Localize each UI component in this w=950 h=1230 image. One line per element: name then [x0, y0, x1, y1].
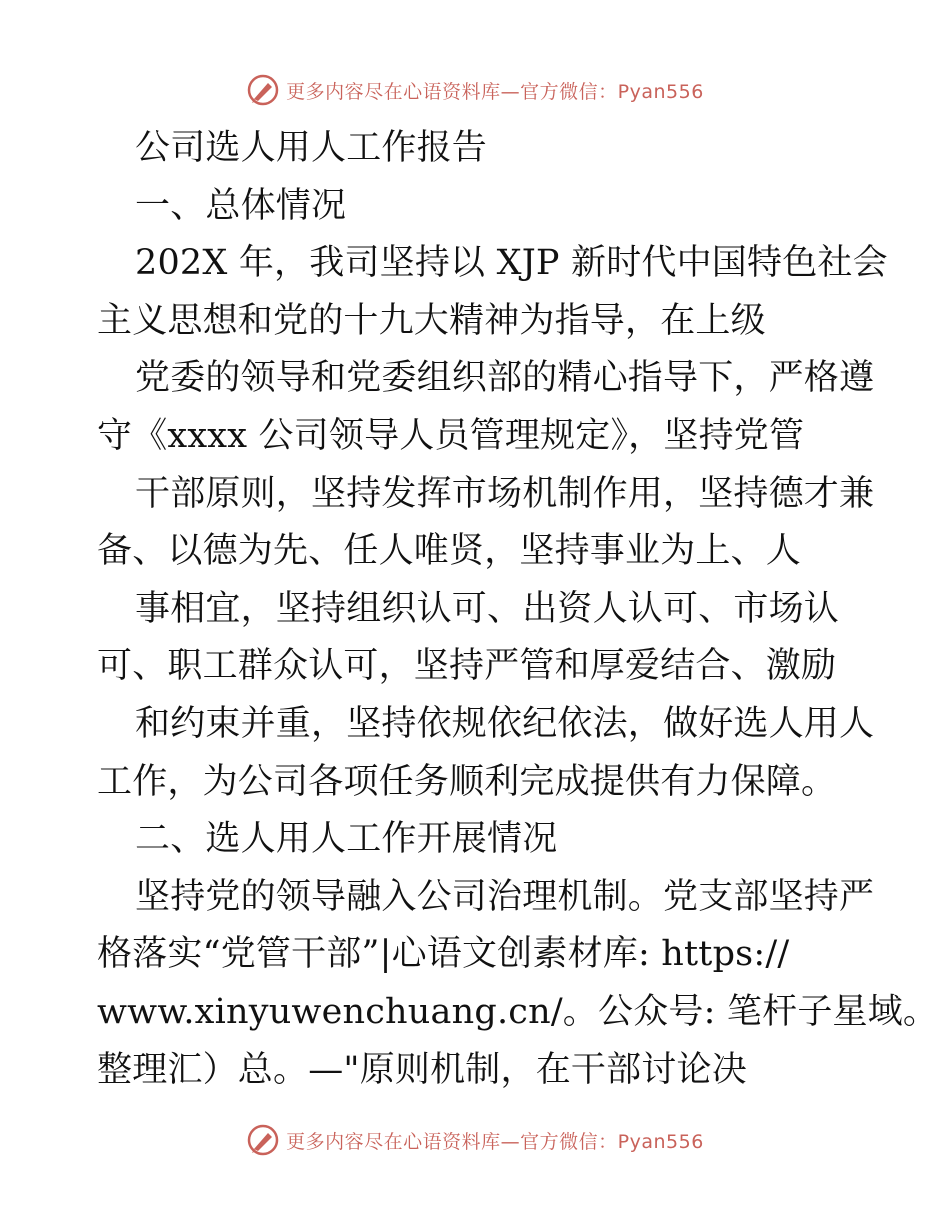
text-line: www.xinyuwenchuang.cn/。公众号: 笔杆子星域。 — [97, 991, 939, 1032]
pen-logo-icon — [246, 1123, 280, 1157]
text-line: 工作，为公司各项任务顺利完成提供有力保障。 — [97, 761, 837, 802]
watermark-text: 更多内容尽在心语资料库—官方微信：Pyan556 — [286, 1130, 704, 1153]
text-line: 可、职工群众认可，坚持严管和厚爱结合、激励 — [97, 646, 837, 687]
watermark-footer — [0, 1120, 950, 1160]
pen-logo-icon — [246, 73, 280, 107]
text-line: 事相宜，坚持组织认可、出资人认可、市场认 — [135, 588, 840, 629]
text-line: 202X 年，我司坚持以 XJP 新时代中国特色社会 — [135, 243, 888, 284]
text-line: 整理汇）总。—"原则机制，在干部讨论决 — [97, 1049, 747, 1090]
text-line: 一、总体情况 — [135, 185, 347, 226]
text-line: 格落实“党管干部”|心语文创素材库: https:// — [97, 934, 790, 975]
watermark-header — [0, 70, 950, 110]
text-line: 党委的领导和党委组织部的精心指导下，严格遵 — [135, 358, 875, 399]
document-body — [97, 120, 939, 1099]
text-line: 主义思想和党的十九大精神为指导，在上级 — [97, 300, 766, 341]
text-line: 和约束并重，坚持依规依纪依法，做好选人用人 — [135, 703, 875, 744]
text-line: 二、选人用人工作开展情况 — [135, 819, 558, 860]
text-line: 坚持党的领导融入公司治理机制。党支部坚持严 — [135, 876, 875, 917]
watermark-text: 更多内容尽在心语资料库—官方微信：Pyan556 — [286, 80, 704, 103]
text-line: 干部原则，坚持发挥市场机制作用，坚持德才兼 — [135, 473, 875, 514]
text-line: 备、以德为先、任人唯贤，坚持事业为上、人 — [97, 531, 802, 572]
text-line: 公司选人用人工作报告 — [135, 128, 488, 168]
text-line: 守《xxxx 公司领导人员管理规定》，坚持党管 — [97, 415, 805, 456]
